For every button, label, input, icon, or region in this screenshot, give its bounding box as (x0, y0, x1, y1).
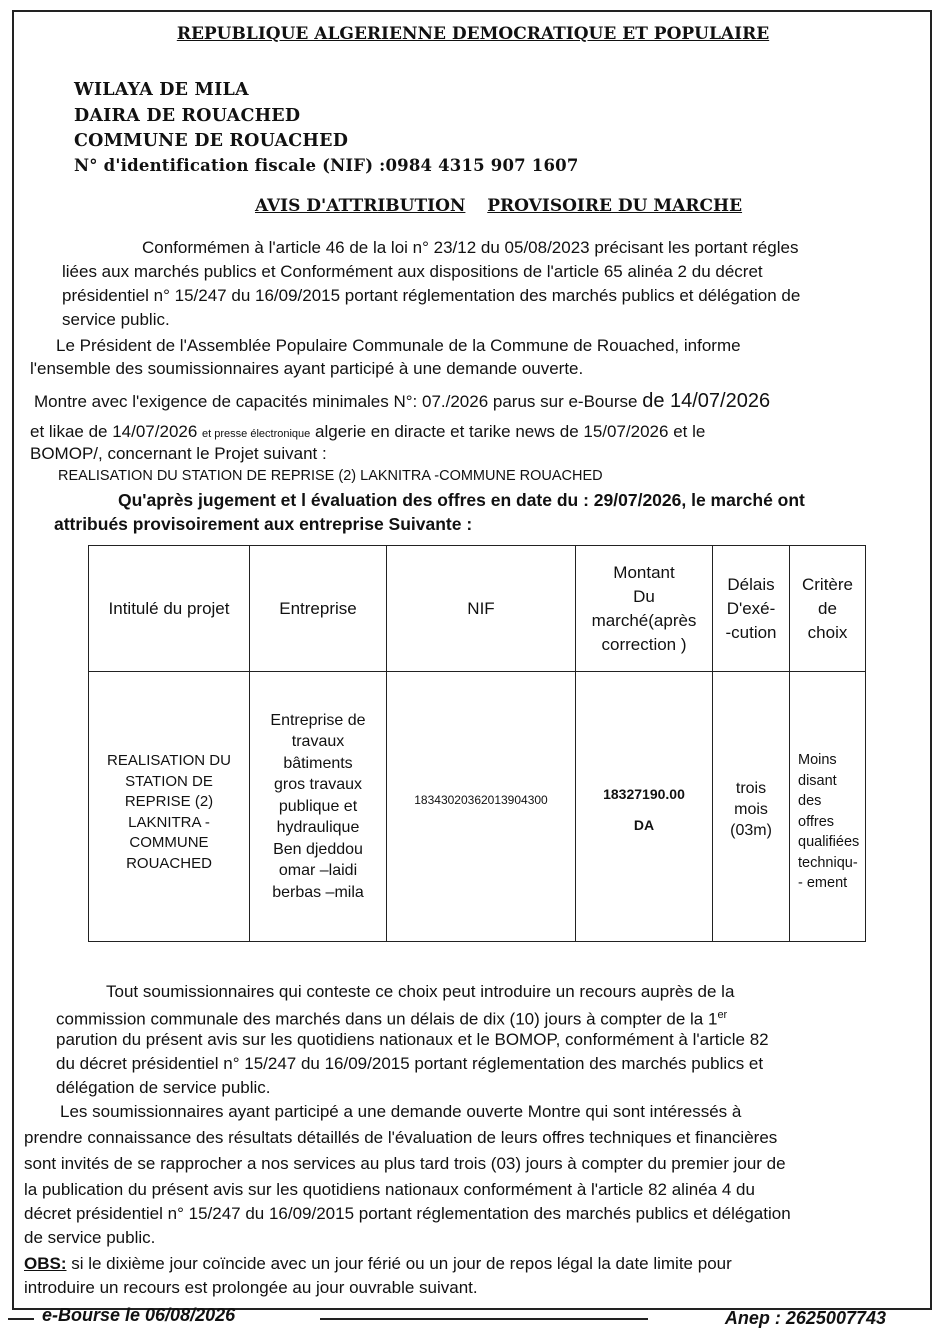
p1-line3: présidentiel n° 15/247 du 16/09/2015 portant réglementation des marchés publics et délégation de (62, 286, 801, 305)
c2-line5: décret présidentiel n° 15/247 du 16/09/2015 portant réglementation des marchés publics et délégation (24, 1204, 791, 1223)
th-criteria-2: choix (807, 622, 848, 642)
cell-company (250, 672, 387, 942)
c2-line2: prendre connaissance des résultats détaillés de l'évaluation de leurs offres techniques et financières (24, 1128, 778, 1147)
delay-line: mois (734, 801, 768, 818)
daira-line: DAIRA DE ROUACHED (74, 106, 301, 126)
c1-line3: parution du présent avis sur les quotidiens nationaux et le BOMOP, conformément à l'article 82 (56, 1030, 769, 1049)
notice-title-part2: PROVISOIRE DU MARCHE (487, 196, 743, 216)
table-row (89, 672, 866, 942)
p3-presse: et presse électronique (202, 428, 311, 440)
c1-line4: du décret présidentiel n° 15/247 du 16/09/2015 portant réglementation des marchés publics et (56, 1054, 764, 1073)
company-line: travaux (291, 733, 345, 751)
company-line: Ben djeddou (273, 840, 363, 858)
obs-label: OBS: (24, 1254, 67, 1273)
th-project: Intitulé du projet (89, 546, 250, 672)
company-line: bâtiments (283, 754, 353, 772)
company-line: Entreprise de (270, 711, 366, 729)
th-amount (576, 546, 713, 672)
th-amount-1: Montant (613, 562, 675, 582)
notice-title-part1: AVIS D'ATTRIBUTION (255, 196, 466, 216)
verdict-line2: attribués provisoirement aux entreprise Suivante : (54, 514, 473, 534)
project-line: COMMUNE (129, 834, 209, 851)
c2-line4: la publication du présent avis sur les quotidiens nationaux conformément à l'article 82 alinéa 4 du (24, 1180, 755, 1199)
project-title: REALISATION DU STATION DE REPRISE (2) LAKNITRA -COMMUNE ROUACHED (58, 468, 603, 484)
c1-line5: délégation de service public. (56, 1078, 271, 1097)
criteria-line: techniqu- (798, 854, 858, 871)
th-nif: NIF (387, 546, 576, 672)
th-amount-2: Du (633, 586, 655, 606)
obs-line1 (24, 1252, 732, 1276)
footer-ebourse: e-Bourse le 06/08/2026 (42, 1305, 236, 1325)
p1-line1: Conformémen à l'article 46 de la loi n° 23/12 du 05/08/2023 précisant les portant régles (142, 238, 799, 257)
project-line: REALISATION DU (107, 752, 231, 769)
company-line: gros travaux (273, 776, 363, 794)
project-line: LAKNITRA - (128, 813, 210, 831)
cell-criteria (790, 672, 866, 942)
company-line: omar –laidi (278, 862, 358, 880)
project-line: STATION DE (125, 772, 213, 790)
company-line: berbas –mila (272, 883, 364, 901)
th-criteria-1: Critère de (801, 574, 853, 618)
commune-line: COMMUNE DE ROUACHED (74, 131, 349, 151)
obs-text: si le dixième jour coïncide avec un jour férié ou un jour de repos légal la date limite pour (66, 1254, 732, 1273)
c2-line6: de service public. (24, 1228, 156, 1247)
p3-line2-rest: algerie en diracte et tarike news de 15/07/2026 et le (315, 422, 706, 441)
cell-project (89, 672, 250, 942)
verdict-line1: Qu'après jugement et l évaluation des offres en date du : 29/07/2026, le marché ont (118, 490, 805, 510)
p1-line2: liées aux marchés publics et Conformément aux dispositions de l'article 65 alinéa 2 du décret (62, 262, 763, 281)
company-line: publique et (278, 797, 358, 815)
table-header-row (89, 546, 866, 672)
criteria-line: qualifiées (798, 834, 860, 850)
republic-title: REPUBLIQUE ALGERIENNE DEMOCRATIQUE ET POPULAIRE (176, 24, 770, 44)
wilaya-line: WILAYA DE MILA (74, 80, 249, 100)
th-amount-4: correction ) (601, 634, 687, 654)
delay-line: trois (735, 780, 767, 797)
amount-value: 18327190.00 (603, 786, 685, 802)
delay-line: (03m) (730, 822, 772, 839)
project-line: ROUACHED (126, 854, 212, 872)
obs-line2: introduire un recours est prolongée au jour ouvrable suivant. (24, 1278, 478, 1297)
project-line: REPRISE (2) (124, 793, 214, 810)
criteria-line: disant des (798, 772, 837, 809)
footer-rule-middle (320, 1318, 648, 1320)
criteria-line: Moins (798, 752, 837, 768)
c1-sup: er (717, 1009, 728, 1021)
footer-rule-left (8, 1318, 34, 1320)
p2-line2: l'ensemble des soumissionnaires ayant participé à une demande ouverte. (30, 359, 584, 378)
p3-date: de 14/07/2026 (642, 390, 771, 412)
c2-line3: sont invités de se rapprocher a nos services au plus tard trois (03) jours à compter du premier jour de (24, 1154, 786, 1173)
th-delay-2: D'exé- (726, 598, 776, 618)
notice-title (255, 196, 742, 216)
th-criteria (790, 546, 866, 672)
p3-line1 (34, 390, 770, 414)
th-delay-1: Délais (727, 574, 775, 594)
p3-line3: BOMOP/, concernant le Projet suivant : (30, 444, 327, 463)
p1-line4: service public. (62, 310, 170, 329)
p3-line1-text: Montre avec l'exigence de capacités minimales N°: 07./2026 parus sur e-Bourse (34, 392, 638, 411)
th-delay (713, 546, 790, 672)
cell-amount (576, 672, 713, 942)
c1-line1: Tout soumissionnaires qui conteste ce choix peut introduire un recours auprès de la (106, 982, 735, 1001)
nif-value: 18343020362013904300 (414, 793, 548, 807)
currency-value: DA (633, 816, 655, 833)
p2-line1: Le Président de l'Assemblée Populaire Communale de la Commune de Rouached, informe (56, 336, 741, 355)
th-company: Entreprise (250, 546, 387, 672)
cell-nif (387, 672, 576, 942)
c2-line1: Les soumissionnaires ayant participé a une demande ouverte Montre qui sont intéressés à (60, 1102, 742, 1121)
th-delay-3: -cution (725, 622, 777, 642)
footer-anep: Anep : 2625007743 (724, 1308, 886, 1328)
company-line: hydraulique (276, 819, 360, 837)
criteria-line: - ement (798, 875, 848, 891)
c1-line2-text: commission communale des marchés dans un délais de dix (10) jours à compter de la 1 (56, 1009, 718, 1029)
criteria-line: offres (798, 813, 835, 830)
th-amount-3: marché(après (591, 610, 697, 630)
p3-line2-text: et likae de 14/07/2026 (30, 422, 198, 441)
nif-line: N° d'identification fiscale (NIF) :0984 4315 907 1607 (74, 156, 579, 175)
cell-delay (713, 672, 790, 942)
award-table (88, 545, 866, 942)
